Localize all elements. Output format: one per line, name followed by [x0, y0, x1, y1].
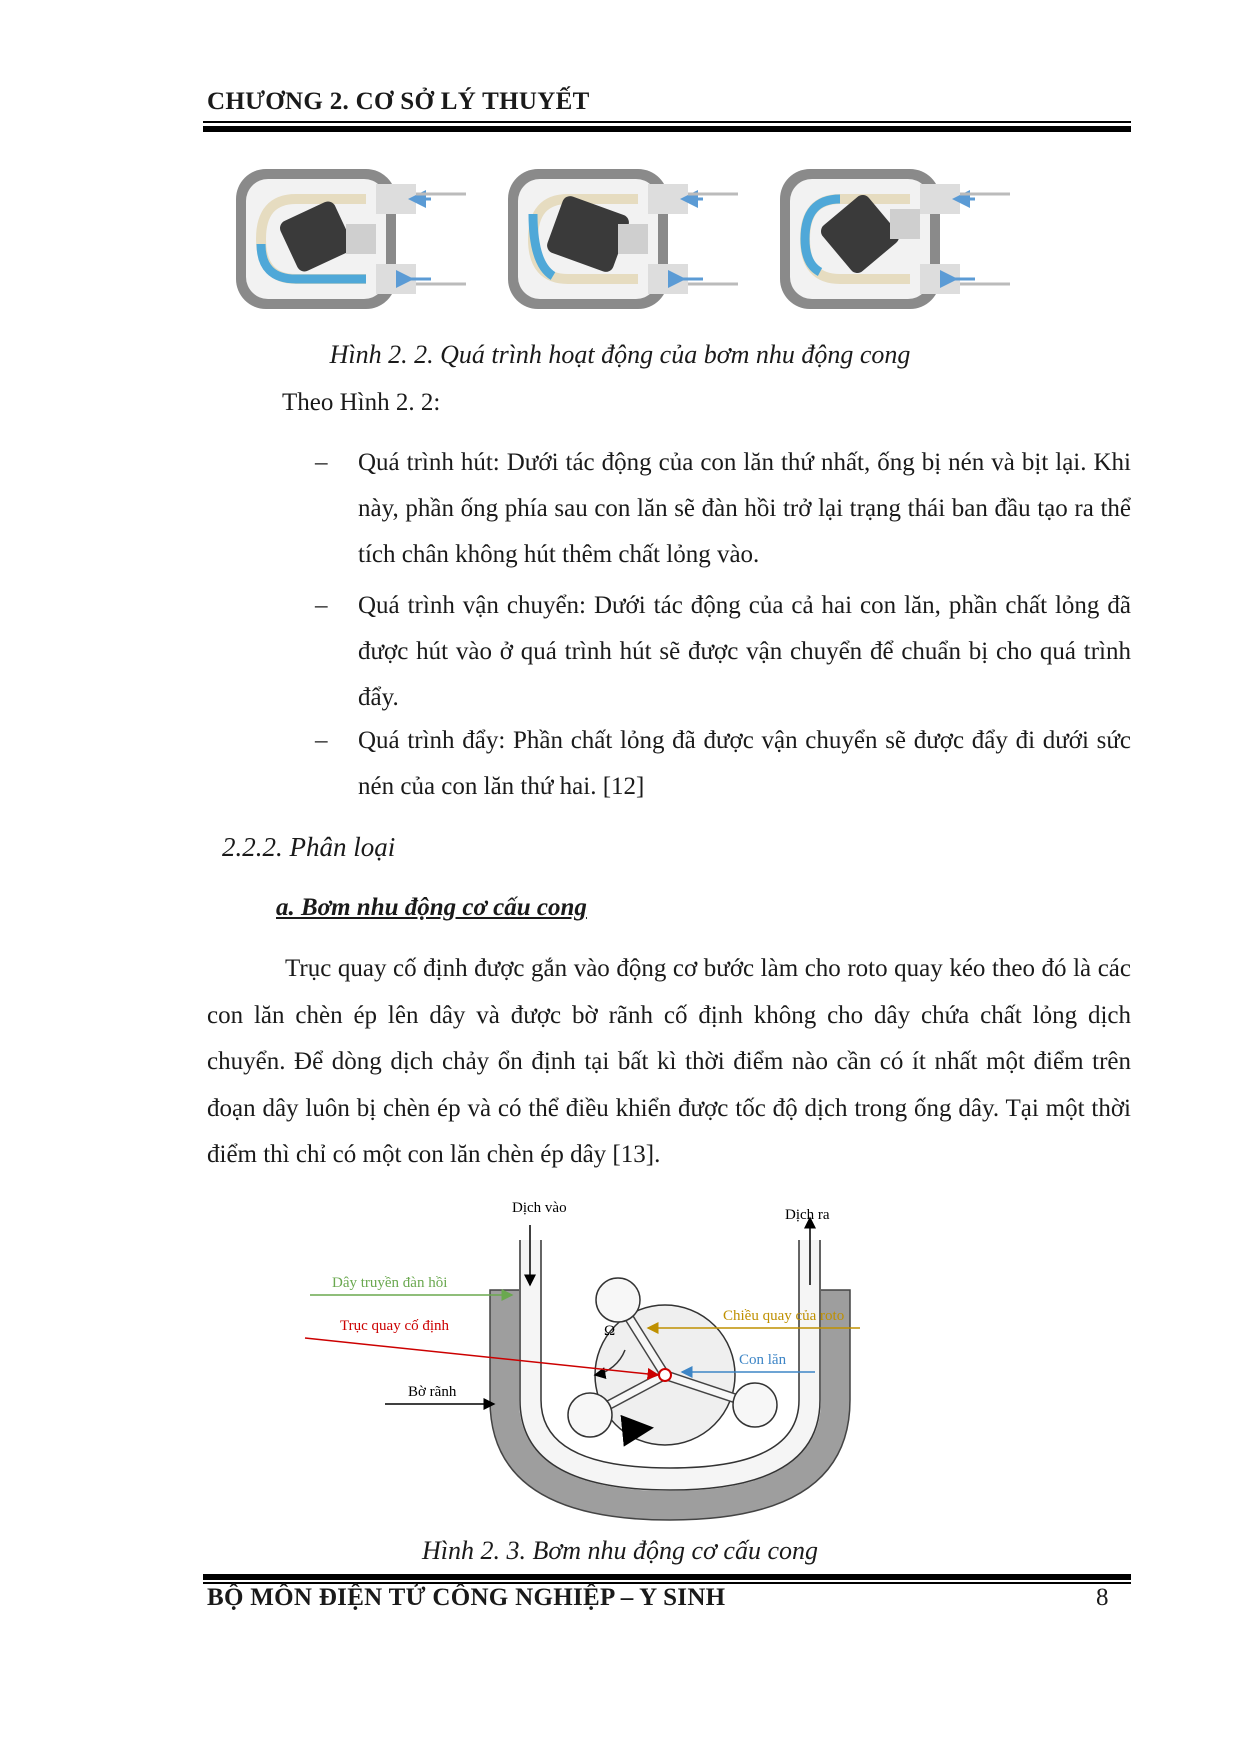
bullet-dash: – [315, 727, 328, 754]
bullet-dash: – [315, 449, 328, 476]
pump-stage-2 [508, 169, 738, 309]
intro-text: Theo Hình 2. 2: [282, 389, 441, 416]
pump-stage-3 [780, 169, 1010, 309]
bullet-text: Quá trình hút: Dưới tác động của con lăn thứ nhất, ống bị nén và bịt lại. Khi này, phần ống phía sau con lăn sẽ đàn hồi trở lại trạng thái ban đầu tạo ra thể tích chân không hút thêm chất lỏng vào. [358, 449, 1131, 568]
bullet-text: Quá trình đẩy: Phần chất lỏng đã được vận chuyển sẽ được đẩy đi dưới sức nén của con lăn thứ hai. [12] [358, 727, 1131, 800]
figure-2-3-diagram [332, 1200, 980, 1530]
label-groove: Bờ rãnh [408, 1384, 457, 1400]
footer-department: BỘ MÔN ĐIỆN TỬ CÔNG NGHIỆP – Y SINH [207, 1584, 726, 1611]
label-roller: Con lăn [739, 1352, 787, 1368]
header-rule-thick [203, 126, 1131, 132]
label-elastic-tube: Dây truyền đàn hồi [332, 1275, 448, 1291]
page-number: 8 [1096, 1584, 1109, 1611]
figure-2-2-pump-stages [236, 164, 1076, 314]
roller [568, 1393, 612, 1437]
bullet-item [315, 718, 1131, 810]
figure-2-3-caption: Hình 2. 3. Bơm nhu động cơ cấu cong [421, 1536, 819, 1565]
roller [733, 1383, 777, 1427]
footer-rule-thick [203, 1574, 1131, 1580]
label-fixed-shaft: Trục quay cố định [340, 1318, 450, 1334]
figure-2-2-caption: Hình 2. 2. Quá trình hoạt động của bơm nhu động cong [329, 340, 911, 369]
roller [596, 1278, 640, 1322]
pump-stage-1 [236, 169, 466, 309]
bullet-item [315, 440, 1131, 578]
subsection-heading: a. Bơm nhu động cơ cấu cong [276, 894, 587, 921]
section-heading: 2.2.2. Phân loại [222, 832, 396, 862]
label-inlet: Dịch vào [512, 1200, 567, 1216]
label-omega: Ω [604, 1323, 616, 1339]
bullet-item [315, 583, 1131, 721]
bullet-dash: – [315, 592, 328, 619]
label-outlet: Dịch ra [785, 1207, 830, 1223]
label-rotation: Chiều quay của roto [723, 1308, 845, 1324]
chapter-header: CHƯƠNG 2. CƠ SỞ LÝ THUYẾT [207, 88, 590, 115]
fixed-shaft [659, 1369, 671, 1381]
bullet-text: Quá trình vận chuyển: Dưới tác động của cả hai con lăn, phần chất lỏng đã được hút vào ở quá trình hút sẽ được vận chuyển để chuẩn bị cho quá trình đẩy. [358, 592, 1131, 711]
body-paragraph: Trục quay cố định được gắn vào động cơ bước làm cho roto quay kéo theo đó là các con lăn chèn ép lên dây và được bờ rãnh cố định không cho dây chứa chất lỏng dịch chuyển. Để dòng dịch chảy ổn định tại bất kì thời điểm nào cần có ít nhất một điểm trên đoạn dây luôn bị chèn ép và có thể điều khiển được tốc độ dịch trong ống dây. Tại một thời điểm thì chỉ có một con lăn chèn ép dây [13]. [207, 955, 1131, 1168]
header-rule-thin [203, 121, 1131, 123]
